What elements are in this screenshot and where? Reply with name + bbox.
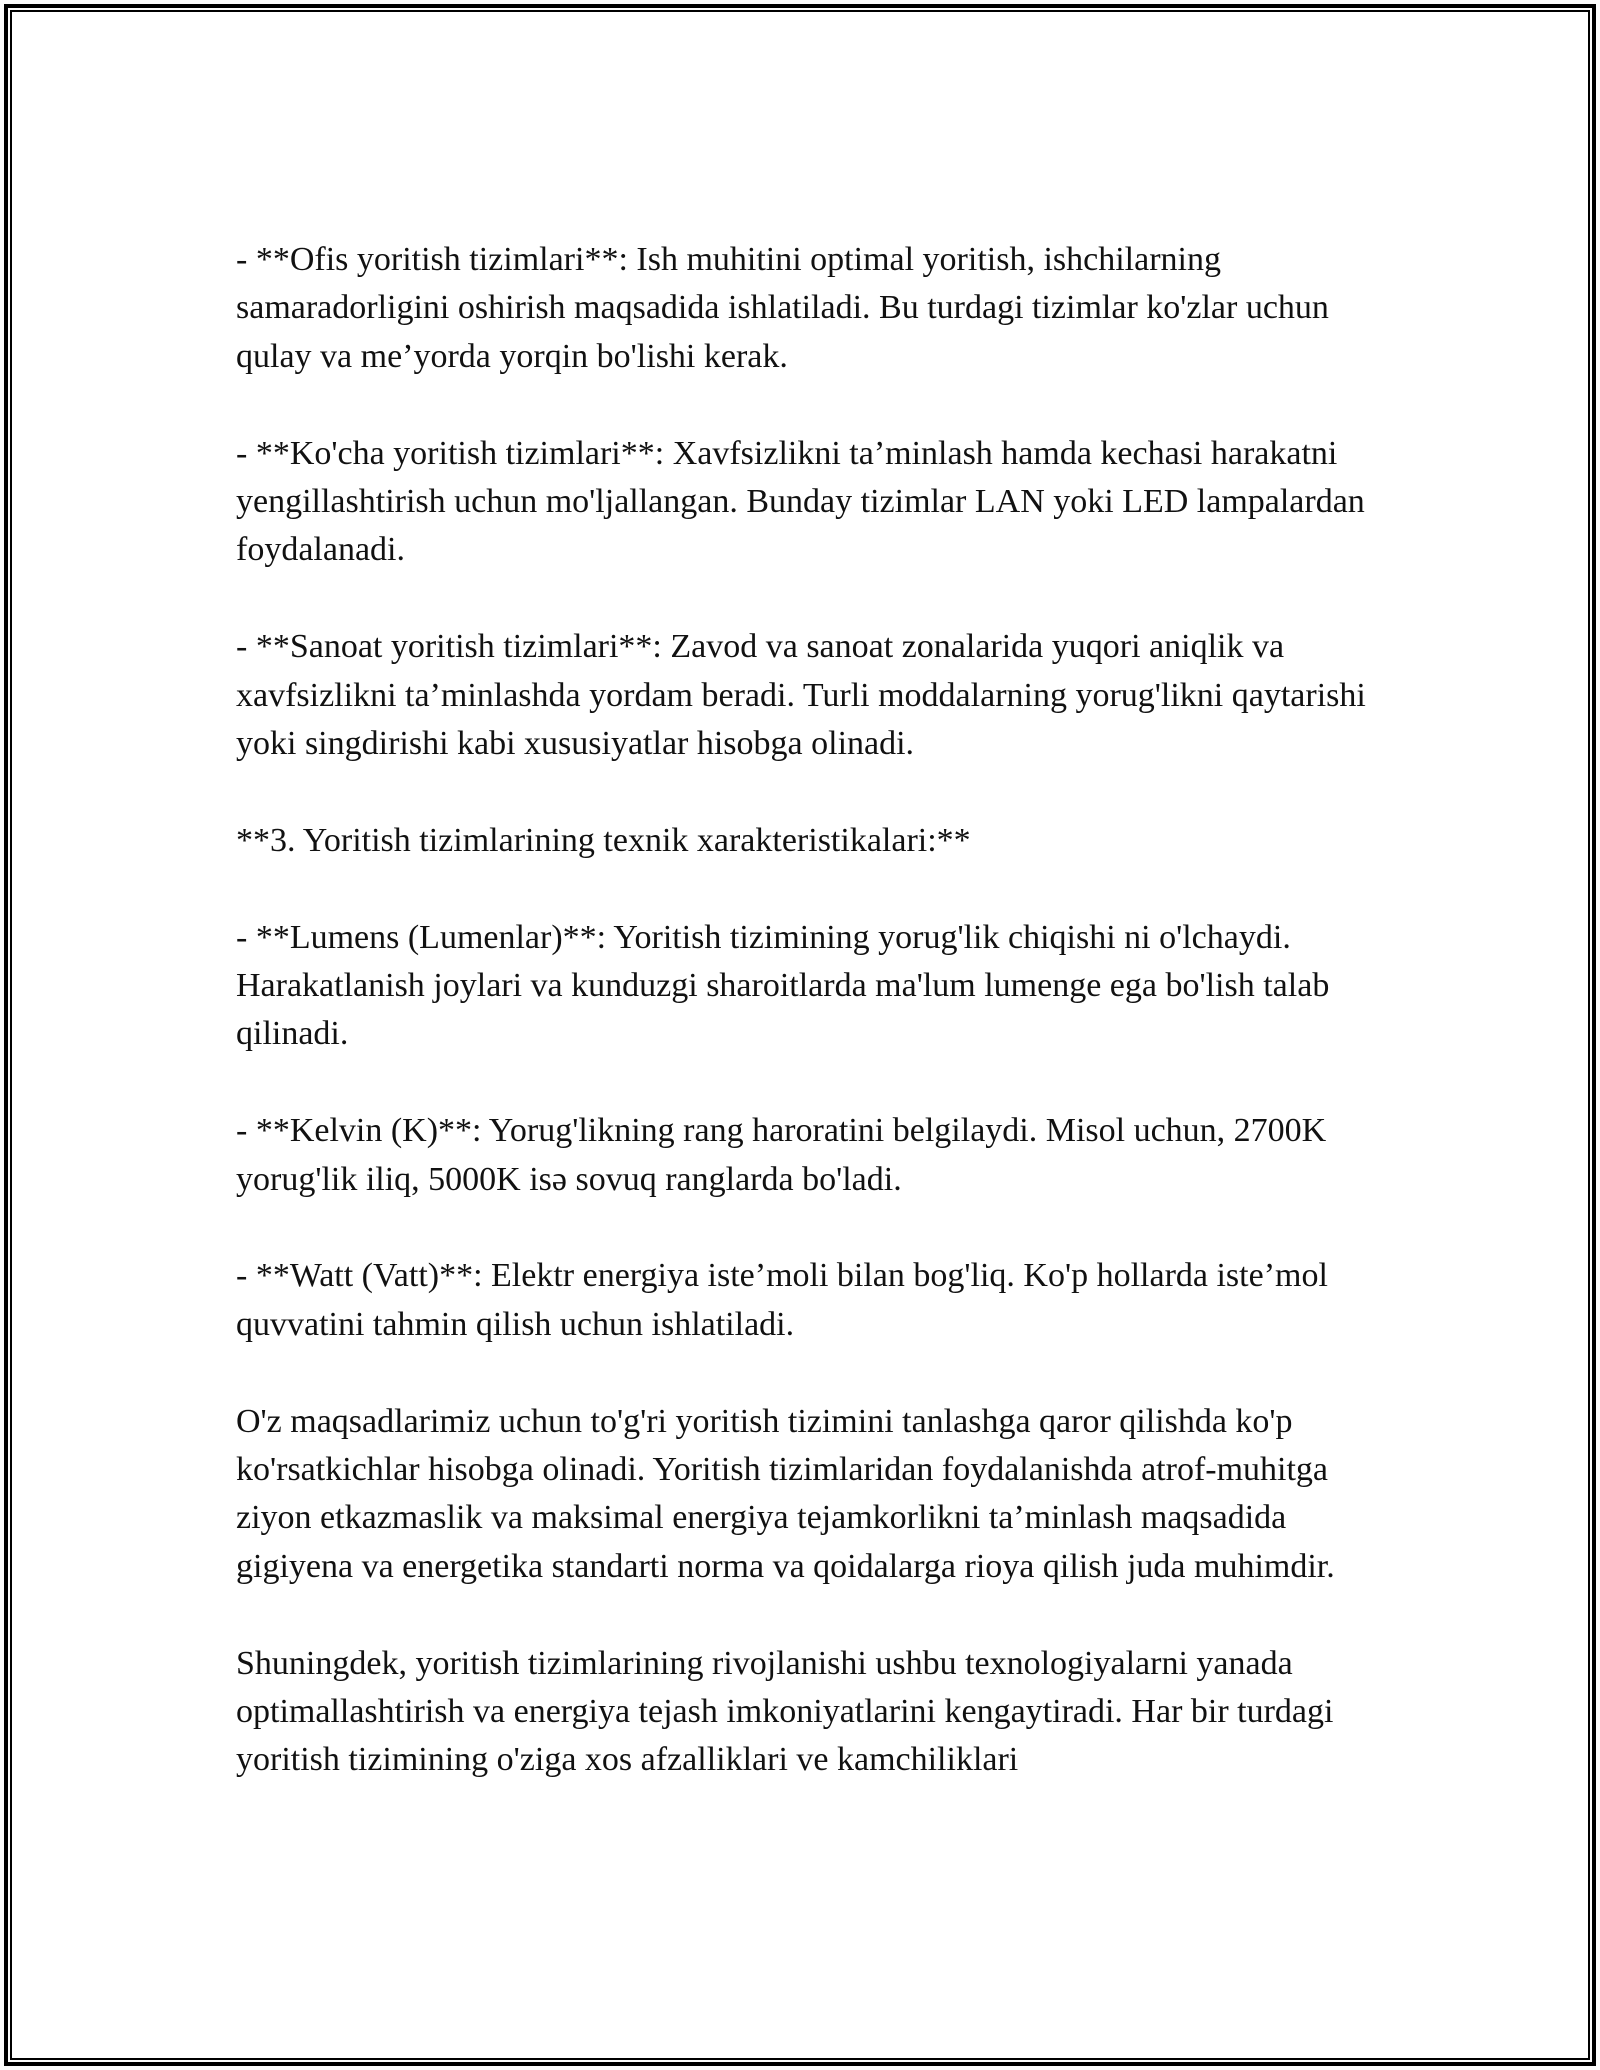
- section-heading-technical-characteristics: **3. Yoritish tizimlarining texnik xarakteristikalari:**: [236, 821, 971, 859]
- paragraph-lumens: - **Lumens (Lumenlar)**: Yoritish tizimining yorug'lik chiqishi ni o'lchaydi. Harakatlanish joylari va kunduzgi sharoitlarda ma'lum lumenge ega bo'lish talab qilinadi.: [236, 918, 1330, 1053]
- document-body: [236, 236, 1386, 1785]
- paragraph-development: Shuningdek, yoritish tizimlarining rivojlanishi ushbu texnologiyalarni yanada optimallashtirish va energiya tejash imkoniyatlarini kengaytiradi. Har bir turdagi yoritish tizimining o'ziga xos afzalliklari ve kamchiliklari: [236, 1644, 1334, 1779]
- paragraph-kelvin: - **Kelvin (K)**: Yorug'likning rang haroratini belgilaydi. Misol uchun, 2700K yorug'lik iliq, 5000K isə sovuq ranglarda bo'ladi.: [236, 1112, 1327, 1198]
- paragraph-street-lighting: - **Ko'cha yoritish tizimlari**: Xavfsizlikni ta’minlash hamda kechasi harakatni yengillashtirish uchun mo'ljallangan. Bunday tizimlar LAN yoki LED lampalardan foydalanadi.: [236, 434, 1365, 569]
- paragraph-office-lighting: - **Ofis yoritish tizimlari**: Ish muhitini optimal yoritish, ishchilarning samaradorligini oshirish maqsadida ishlatiladi. Bu turdagi tizimlar ko'zlar uchun qulay va me’yorda yorqin bo'lishi kerak.: [236, 241, 1329, 375]
- paragraph-industrial-lighting: - **Sanoat yoritish tizimlari**: Zavod va sanoat zonalarida yuqori aniqlik va xavfsizlikni ta’minlashda yordam beradi. Turli moddalarning yorug'likni qaytarishi yoki singdirishi kabi xususiyatlar hisobga olinadi.: [236, 628, 1366, 763]
- paragraph-watt: - **Watt (Vatt)**: Elektr energiya iste’moli bilan bog'liq. Ko'p hollarda iste’mol quvvatini tahmin qilish uchun ishlatiladi.: [236, 1257, 1328, 1343]
- paragraph-selection-criteria: O'z maqsadlarimiz uchun to'g'ri yoritish tizimini tanlashga qaror qilishda ko'p ko'rsatkichlar hisobga olinadi. Yoritish tizimlaridan foydalanishda atrof-muhitga ziyon etkazmaslik va maksimal energiya tejamkorlikni ta’minlash maqsadida gigiyena va energetika standarti norma va qoidalarga rioya qilish juda muhimdir.: [236, 1402, 1335, 1585]
